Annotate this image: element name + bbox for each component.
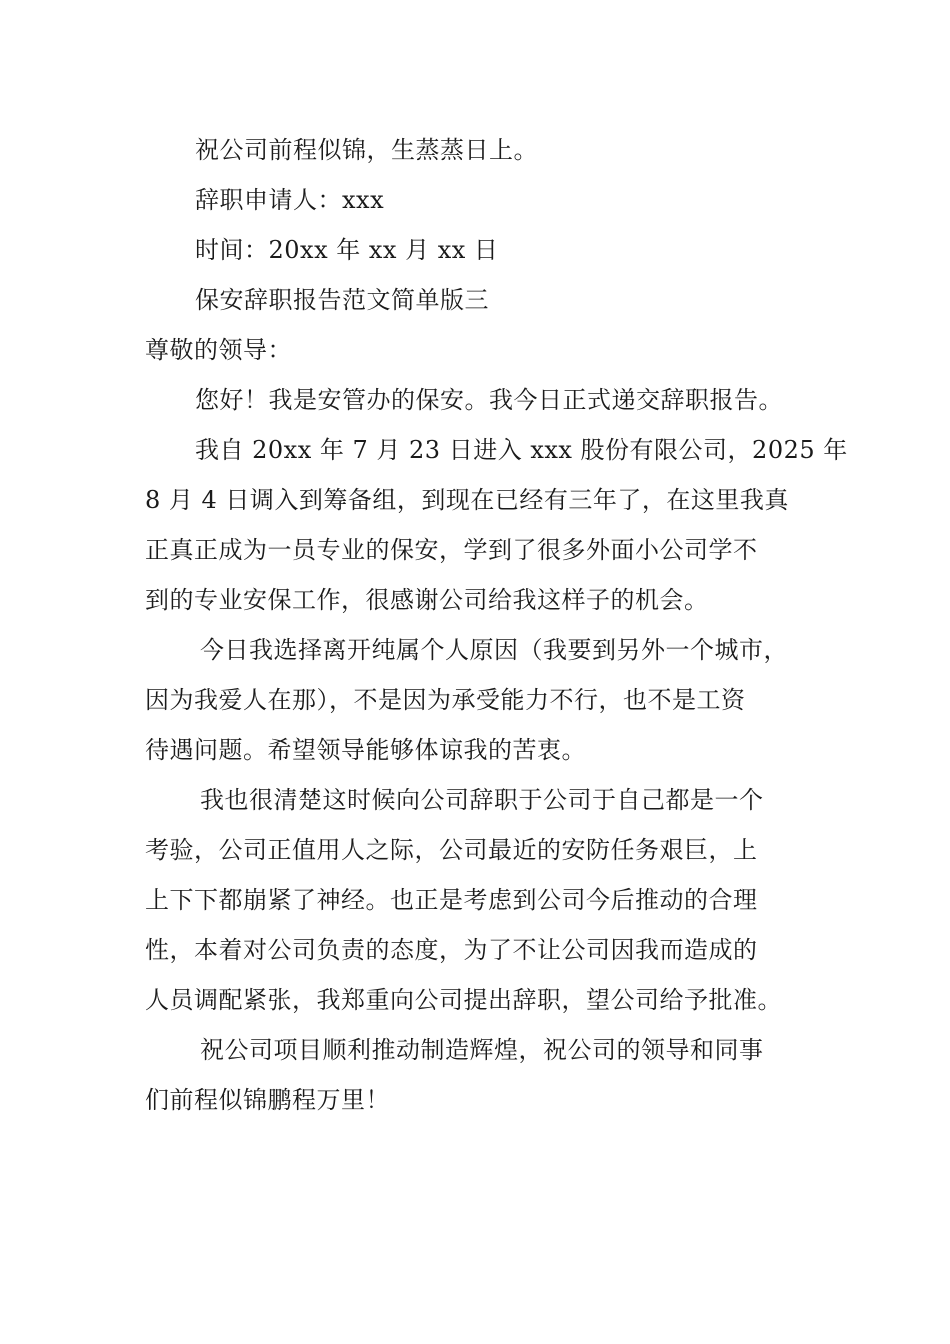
paragraph-4-line-2: 们前程似锦鹏程万里！ [145, 1086, 390, 1114]
salutation: 尊敬的领导： [145, 336, 292, 364]
paragraph-1-line-4: 到的专业安保工作，很感谢公司给我这样子的机会。 [145, 586, 709, 614]
date-line: 时间：20xx 年 xx 月 xx 日 [195, 236, 499, 264]
paragraph-2-line-3: 待遇问题。希望领导能够体谅我的苦衷。 [145, 736, 586, 764]
paragraph-3-line-1: 我也很清楚这时候向公司辞职于公司于自己都是一个 [200, 786, 764, 814]
paragraph-3-line-5: 人员调配紧张，我郑重向公司提出辞职，望公司给予批准。 [145, 986, 782, 1014]
closing-wish-line: 祝公司前程似锦，生蒸蒸日上。 [195, 136, 538, 164]
paragraph-3-line-3: 上下下都崩紧了神经。也正是考虑到公司今后推动的合理 [145, 886, 758, 914]
section-title: 保安辞职报告范文简单版三 [195, 286, 489, 314]
paragraph-1-line-3: 正真正成为一员专业的保安，学到了很多外面小公司学不 [145, 536, 758, 564]
paragraph-1-line-1: 我自 20xx 年 7 月 23 日进入 xxx 股份有限公司，2025 年 [195, 436, 848, 464]
paragraph-2-line-2: 因为我爱人在那），不是因为承受能力不行，也不是工资 [145, 686, 746, 714]
paragraph-3-line-4: 性，本着对公司负责的态度，为了不让公司因我而造成的 [145, 936, 758, 964]
applicant-line: 辞职申请人：xxx [195, 186, 385, 214]
paragraph-2-line-1: 今日我选择离开纯属个人原因（我要到另外一个城市， [200, 636, 788, 664]
paragraph-4-line-1: 祝公司项目顺利推动制造辉煌，祝公司的领导和同事 [200, 1036, 764, 1064]
greeting-paragraph: 您好！我是安管办的保安。我今日正式递交辞职报告。 [195, 386, 783, 414]
paragraph-3-line-2: 考验，公司正值用人之际，公司最近的安防任务艰巨，上 [145, 836, 758, 864]
paragraph-1-line-2: 8 月 4 日调入到筹备组，到现在已经有三年了，在这里我真 [145, 486, 789, 514]
